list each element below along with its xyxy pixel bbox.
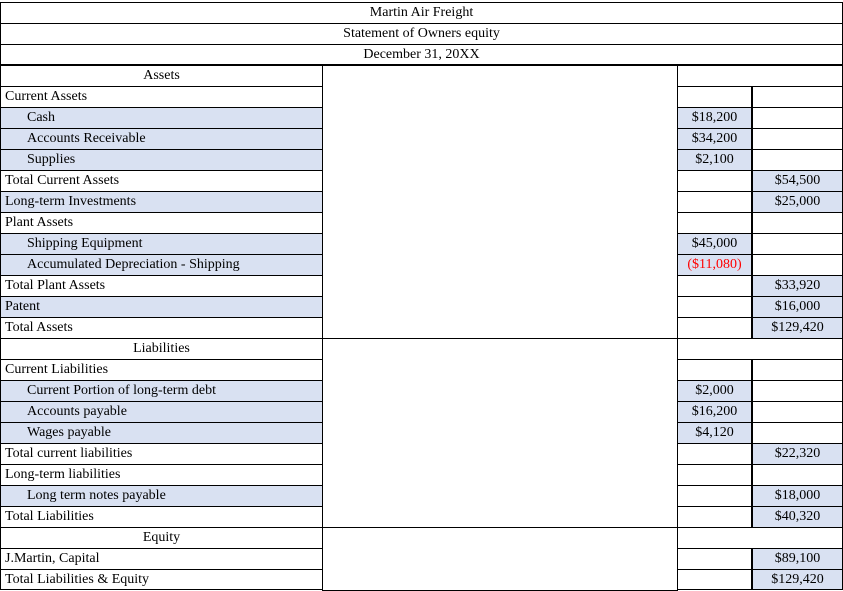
total-cell: $129,420 [752,569,843,590]
company-name: Martin Air Freight [0,2,843,23]
amount-cell [677,296,752,317]
total-cell: $33,920 [752,275,843,296]
row-label: Plant Assets [0,212,323,233]
section-spacer [677,65,843,86]
section-spacer [677,527,843,548]
total-cell [752,212,843,233]
blank-column-area [322,527,678,591]
row-label: Cash [0,107,323,128]
section-heading: Assets [0,65,323,86]
amount-cell [677,548,752,569]
amount-cell [677,170,752,191]
total-cell [752,464,843,485]
row-label: Wages payable [0,422,323,443]
row-label: Accounts payable [0,401,323,422]
total-cell [752,128,843,149]
row-label: Total Plant Assets [0,275,323,296]
amount-cell [677,212,752,233]
total-cell [752,380,843,401]
amount-cell: $16,200 [677,401,752,422]
row-label: Shipping Equipment [0,233,323,254]
statement-title: Statement of Owners equity [0,23,843,44]
row-label: Current Assets [0,86,323,107]
amount-cell: $2,100 [677,149,752,170]
total-cell [752,86,843,107]
amount-cell [677,86,752,107]
total-cell: $25,000 [752,191,843,212]
row-label: Supplies [0,149,323,170]
amount-cell [677,191,752,212]
row-label: Accumulated Depreciation - Shipping [0,254,323,275]
row-label: J.Martin, Capital [0,548,323,569]
total-cell [752,401,843,422]
total-cell [752,254,843,275]
amount-cell [677,485,752,506]
total-cell: $89,100 [752,548,843,569]
row-label: Total Current Assets [0,170,323,191]
amount-cell [677,359,752,380]
total-cell [752,359,843,380]
total-cell: $18,000 [752,485,843,506]
blank-column-area [322,338,678,528]
row-label: Current Portion of long-term debt [0,380,323,401]
row-label: Long-term liabilities [0,464,323,485]
total-cell [752,233,843,254]
section-heading: Equity [0,527,323,548]
amount-cell: $34,200 [677,128,752,149]
total-cell: $16,000 [752,296,843,317]
amount-cell [677,506,752,527]
blank-column-area [322,65,678,339]
statement-date: December 31, 20XX [0,44,843,65]
row-label: Total Liabilities & Equity [0,569,323,590]
total-cell: $54,500 [752,170,843,191]
row-label: Accounts Receivable [0,128,323,149]
row-label: Total Assets [0,317,323,338]
amount-cell: $2,000 [677,380,752,401]
amount-cell: $4,120 [677,422,752,443]
amount-cell [677,569,752,590]
amount-cell [677,464,752,485]
row-label: Current Liabilities [0,359,323,380]
amount-cell [677,317,752,338]
amount-cell: $45,000 [677,233,752,254]
total-cell [752,422,843,443]
total-cell [752,149,843,170]
row-label: Long term notes payable [0,485,323,506]
row-label: Total Liabilities [0,506,323,527]
row-label: Patent [0,296,323,317]
amount-cell: $18,200 [677,107,752,128]
row-label: Long-term Investments [0,191,323,212]
section-heading: Liabilities [0,338,323,359]
total-cell: $22,320 [752,443,843,464]
total-cell [752,107,843,128]
total-cell: $129,420 [752,317,843,338]
amount-cell: ($11,080) [677,254,752,275]
row-label: Total current liabilities [0,443,323,464]
total-cell: $40,320 [752,506,843,527]
section-spacer [677,338,843,359]
amount-cell [677,275,752,296]
amount-cell [677,443,752,464]
